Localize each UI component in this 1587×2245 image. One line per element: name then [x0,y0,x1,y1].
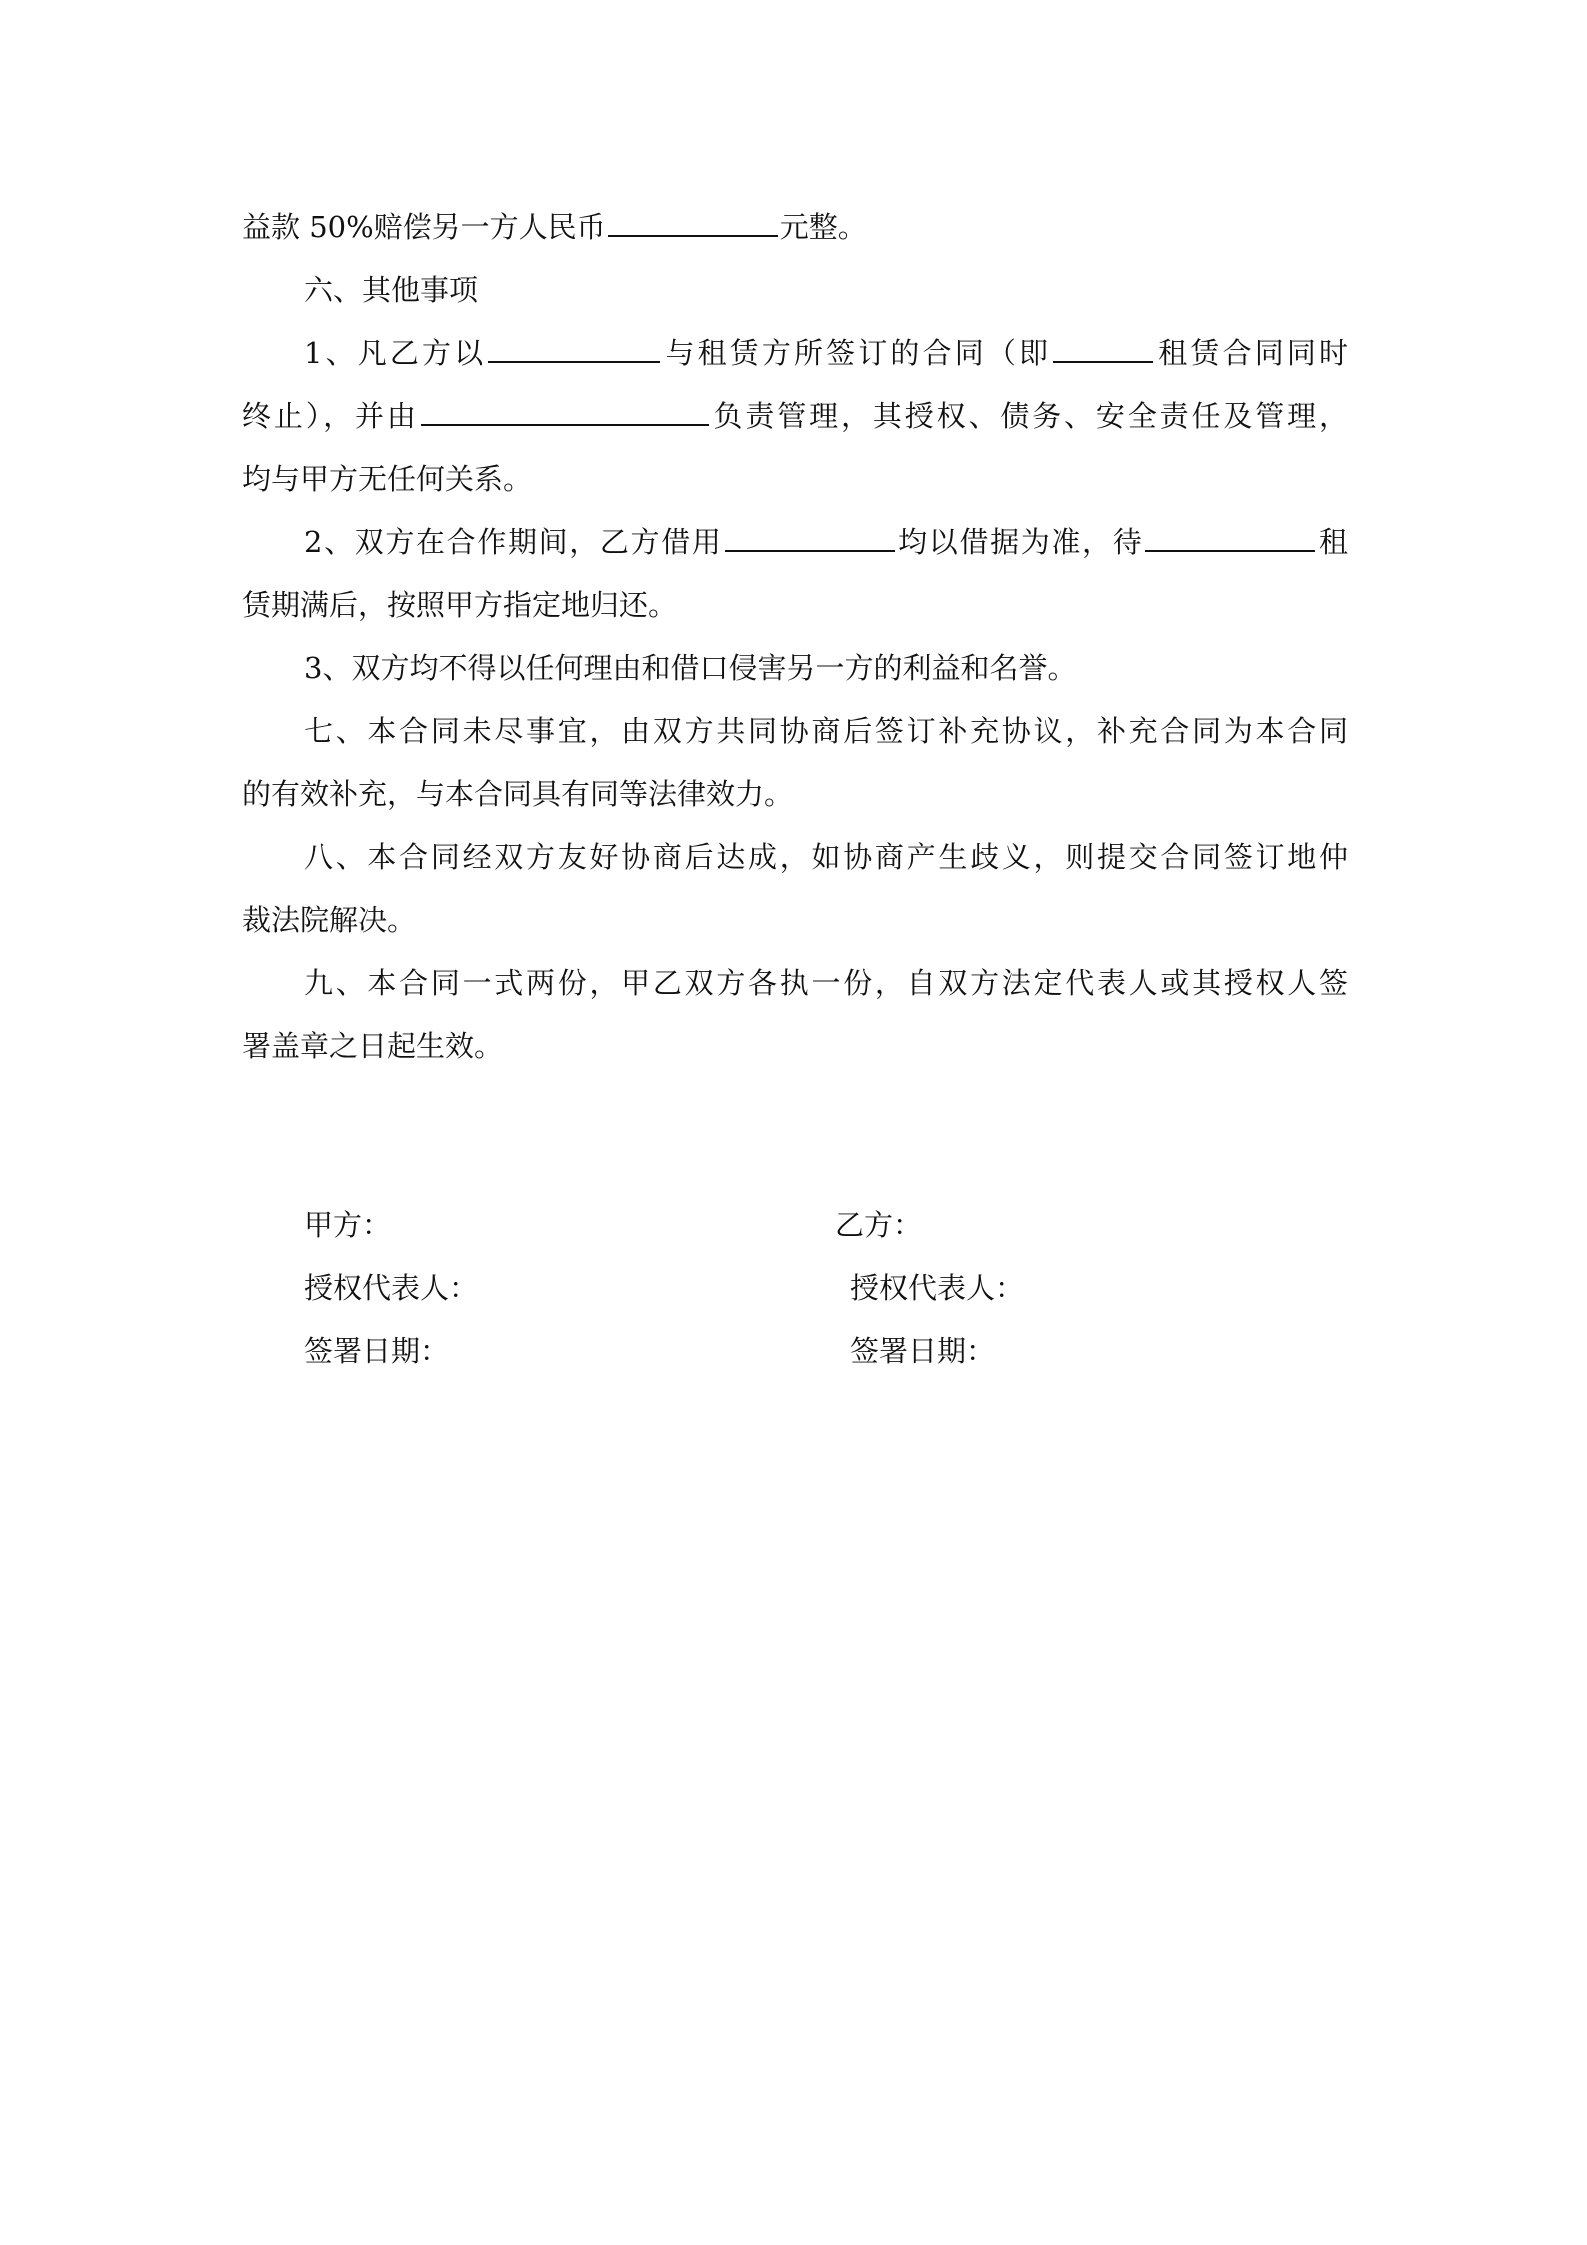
blank-borrowed [725,524,895,552]
section7-line2: 的有效补充，与本合同具有同等法律效力。 [242,777,794,811]
item1-part4: 终止），并由 [242,399,419,433]
item2-part3: 租 [1317,525,1348,559]
section6-item2-line2: 赁期满后，按照甲方指定地归还。 [242,588,678,622]
section6-heading: 六、其他事项 [304,273,479,307]
party-b-date: 签署日期： [850,1334,996,1368]
section6-item1-line1 [242,322,1348,385]
blank-term [1145,524,1315,552]
blank-manager [421,398,709,426]
section6-item3: 3、双方均不得以任何理由和借口侵害另一方的利益和名誉。 [304,651,1077,685]
section6-item2-line1 [242,511,1348,574]
blank-party [488,335,660,363]
item1-part5: 负责管理，其授权、债务、安全责任及管理， [710,399,1348,433]
item1-part2: 与租赁方所签订的合同（即 [662,336,1052,370]
section8-line2: 裁法院解决。 [242,903,417,937]
item1-part1: 1、凡乙方以 [304,336,487,370]
section7-line1: 七、本合同未尽事宜，由双方共同协商后签订补充协议，补充合同为本合同 [304,714,1348,748]
party-a-date: 签署日期： [304,1334,450,1368]
item1-part3: 租赁合同同时 [1155,336,1348,370]
item2-part2: 均以借据为准，待 [896,525,1144,559]
continuation-suffix: 元整。 [779,210,867,244]
party-a-label: 甲方： [304,1208,392,1242]
party-a-signature-block [304,1194,478,1383]
document-body [242,196,1348,1078]
continuation-prefix: 益款 50%赔偿另一方人民币 [242,210,606,244]
blank-amount [608,209,778,237]
party-b-label: 乙方： [835,1208,923,1242]
section8-line1: 八、本合同经双方友好协商后达成，如协商产生歧义，则提交合同签订地仲 [304,840,1348,874]
blank-contract [1053,335,1153,363]
continuation-line [242,196,1348,259]
section6-item1-line2 [242,385,1348,448]
party-a-rep: 授权代表人： [304,1271,479,1305]
party-b-signature-block [835,1194,1024,1383]
section6-item1-line3: 均与甲方无任何关系。 [242,462,533,496]
section9-line1: 九、本合同一式两份，甲乙双方各执一份，自双方法定代表人或其授权人签 [304,966,1348,1000]
party-b-rep: 授权代表人： [850,1271,1025,1305]
section9-line2: 署盖章之日起生效。 [242,1029,504,1063]
item2-part1: 2、双方在合作期间，乙方借用 [304,525,723,559]
